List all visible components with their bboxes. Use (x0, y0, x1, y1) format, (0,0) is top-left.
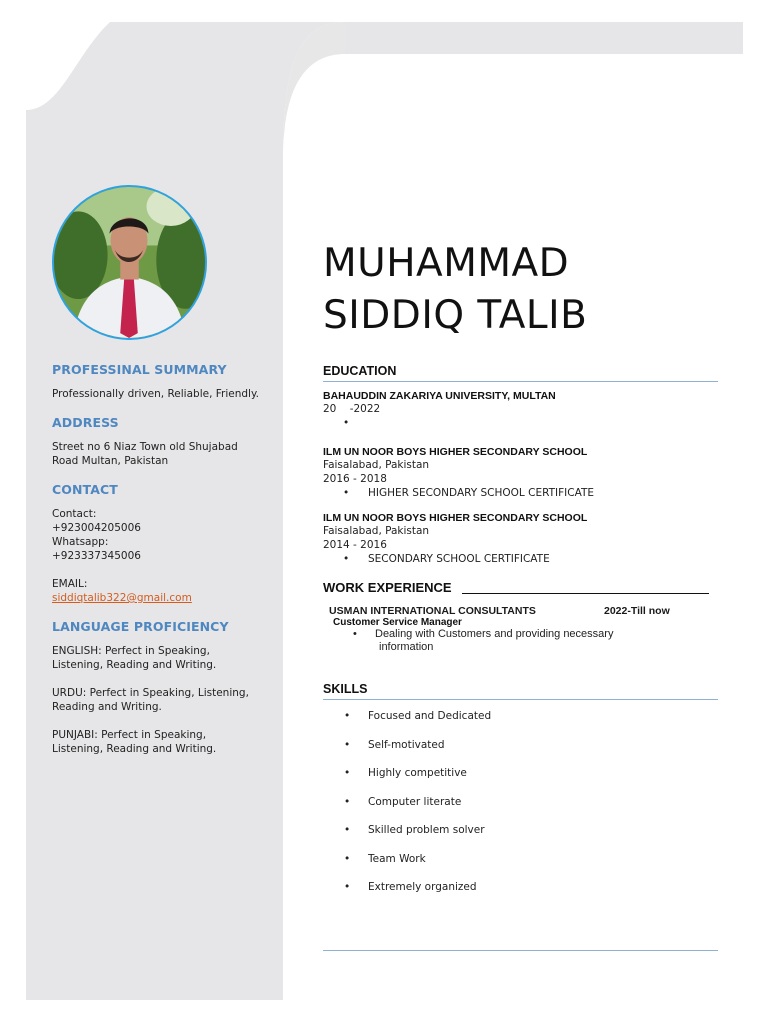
email-label: EMAIL: (52, 578, 88, 590)
skill-text: Focused and Dedicated (368, 710, 492, 722)
contact-section (52, 482, 282, 605)
summary-heading: PROFESSINAL SUMMARY (52, 362, 227, 377)
school-name: BAHAUDDIN ZAKARIYA UNIVERSITY, MULTAN (323, 390, 556, 402)
bullet-dot: • (344, 852, 351, 865)
education-bullet (323, 552, 718, 566)
bullet-dot: • (344, 767, 351, 779)
bullet-text: Dealing with Customers and providing necessary (375, 628, 614, 640)
name-line-2: SIDDIQ TALIB (323, 293, 588, 338)
name-line-1: MUHAMMAD (323, 241, 570, 286)
work-section (323, 580, 718, 654)
education-heading: EDUCATION (323, 364, 718, 382)
skill-item (323, 767, 718, 796)
language-text: Listening, Reading and Writing. (52, 659, 217, 671)
whatsapp-label: Whatsapp: (52, 536, 109, 548)
language-text: PUNJABI: Perfect in Speaking, (52, 729, 207, 741)
skill-item (323, 853, 718, 882)
language-heading: LANGUAGE PROFICIENCY (52, 619, 229, 634)
skill-text: Computer literate (368, 795, 462, 808)
bullet-dot: • (344, 738, 351, 751)
skill-text: Skilled problem solver (368, 824, 485, 836)
contact-heading: CONTACT (52, 482, 118, 497)
address-line: Street no 6 Niaz Town old Shujabad (52, 441, 238, 453)
bullet-dot: • (344, 824, 351, 836)
skill-item (323, 824, 718, 853)
language-item (52, 644, 282, 672)
skills-heading: SKILLS (323, 682, 718, 700)
summary-text: Professionally driven, Reliable, Friendly. (52, 388, 260, 400)
education-years: 2014 - 2016 (323, 539, 387, 551)
school-name: ILM UN NOOR BOYS HIGHER SECONDARY SCHOOL (323, 512, 588, 524)
language-item (52, 728, 282, 756)
job-period: 2022-Till now (604, 605, 670, 617)
email-link[interactable]: siddiqtalib322@gmail.com (52, 592, 192, 604)
job-title: Customer Service Manager (333, 617, 462, 628)
skill-item (323, 796, 718, 825)
education-section (323, 364, 718, 566)
skill-text: Highly competitive (368, 767, 467, 779)
phone-number: +923004205006 (52, 522, 141, 534)
skill-item (323, 739, 718, 768)
bullet-dot: • (344, 881, 351, 893)
heading-underline (462, 593, 709, 594)
bullet-dot: • (344, 795, 351, 808)
bottom-divider (323, 950, 718, 951)
address-heading: ADDRESS (52, 415, 119, 430)
work-heading (323, 580, 709, 595)
bullet-text: HIGHER SECONDARY SCHOOL CERTIFICATE (368, 487, 595, 499)
language-text: Listening, Reading and Writing. (52, 743, 217, 755)
main-column (323, 238, 718, 910)
skill-text: Team Work (368, 852, 426, 865)
education-bullet (323, 416, 718, 430)
contact-label: Contact: (52, 508, 97, 520)
address-line: Road Multan, Pakistan (52, 455, 169, 467)
skills-section (323, 682, 718, 910)
bullet-dot: • (353, 628, 357, 640)
language-item (52, 686, 282, 714)
education-bullet (323, 486, 718, 500)
work-heading-text: WORK EXPERIENCE (323, 580, 452, 595)
bullet-dot: • (343, 417, 350, 429)
sidebar (52, 362, 282, 770)
language-text: ENGLISH: Perfect in Speaking, (52, 645, 210, 657)
summary-section (52, 362, 282, 401)
job-bullet (323, 628, 718, 654)
bullet-dot: • (343, 487, 350, 499)
profile-photo (52, 185, 207, 340)
address-section (52, 415, 282, 468)
language-text: URDU: Perfect in Speaking, Listening, (52, 687, 249, 699)
education-years: 20 -2022 (323, 403, 381, 415)
skill-text: Self-motivated (368, 738, 445, 751)
skill-item (323, 710, 718, 739)
language-section (52, 619, 282, 756)
whatsapp-number: +923337345006 (52, 550, 141, 562)
skill-item (323, 881, 718, 910)
language-text: Reading and Writing. (52, 701, 162, 713)
skill-text: Extremely organized (368, 881, 477, 893)
bullet-text: SECONDARY SCHOOL CERTIFICATE (368, 553, 550, 565)
education-years: 2016 - 2018 (323, 473, 387, 485)
school-location: Faisalabad, Pakistan (323, 459, 430, 471)
job-row (323, 605, 718, 617)
school-location: Faisalabad, Pakistan (323, 525, 430, 537)
bullet-dot: • (344, 710, 351, 722)
job-company: USMAN INTERNATIONAL CONSULTANTS (329, 605, 536, 617)
bullet-dot: • (343, 553, 350, 565)
school-name: ILM UN NOOR BOYS HIGHER SECONDARY SCHOOL (323, 446, 588, 458)
bullet-text: information (379, 641, 434, 653)
